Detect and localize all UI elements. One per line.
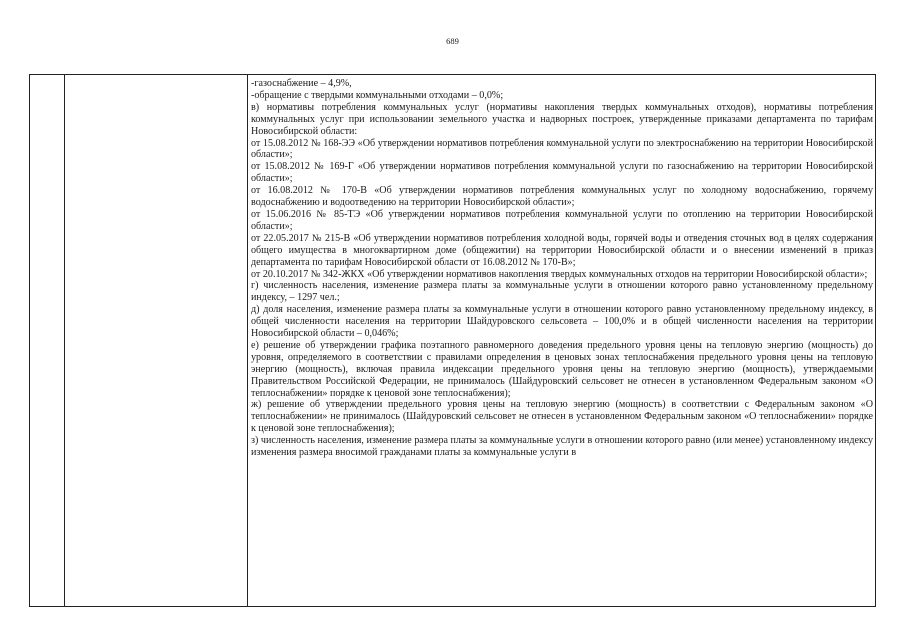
paragraph: д) доля населения, изменение размера платы за коммунальные услуги в отношении которого равно установленному предельному индексу, в общей численности населения на территории Шайдуровского сельсовета – 100,0% и в общей численности населения на территории Новосибирской области – 0,046%; (251, 304, 873, 340)
paragraph: от 22.05.2017 № 215-В «Об утверждении нормативов потребления холодной воды, горячей воды и отведения сточных вод в целях содержания общего имущества в многоквартирном доме (общежитии) на территории Новосибирской области и о внесении изменений в приказ департамента по тарифам Новосибирской области от 16.08.2012 № 170-В»; (251, 232, 873, 268)
table-column-divider (64, 75, 65, 606)
paragraph: -обращение с твердыми коммунальными отходами – 0,0%; (251, 89, 504, 101)
page-number: 689 (446, 36, 459, 46)
document-table (29, 74, 876, 607)
paragraph: от 16.08.2012 № 170-В «Об утверждении нормативов потребления коммунальных услуг по холодному водоснабжению, горячему водоснабжению и водоотведению на территории Новосибирской области»; (251, 185, 873, 209)
paragraph: от 20.10.2017 № 342-ЖКХ «Об утверждении нормативов накопления твердых коммунальных отходов на территории Новосибирской области»; (251, 268, 868, 280)
paragraph: е) решение об утверждении графика поэтапного равномерного доведения предельного уровня цены на тепловую энергию (мощность) до уровня, определяемого в соответствии с правилами определения в ценовых зонах теплоснабжения предельного уровня цены на тепловую энергию (мощность), включая правила индексации предельного уровня цены на тепловую энергию (мощность), утверждаемыми Правительством Российской Федерации, не принималось (Шайдуровский сельсовет не отнесен в установленном Федеральным законом «О теплоснабжении» порядке к ценовой зоне теплоснабжения); (251, 339, 873, 399)
table-text-cell (251, 78, 873, 459)
paragraph: г) численность населения, изменение размера платы за коммунальные услуги в отношении которого равно установленному предельному индексу, – 1297 чел.; (251, 280, 873, 304)
paragraph: от 15.08.2012 № 168-ЭЭ «Об утверждении нормативов потребления коммунальной услуги по электроснабжению на территории Новосибирской области»; (251, 137, 873, 161)
paragraph: от 15.08.2012 № 169-Г «Об утверждении нормативов потребления коммунальной услуги по газоснабжению на территории Новосибирской области»; (251, 161, 873, 185)
paragraph: ж) решение об утверждении предельного уровня цены на тепловую энергию (мощность) в соответствии с Федеральным законом «О теплоснабжении» не принималось (Шайдуровский сельсовет не отнесен в установленном Федеральным законом «О теплоснабжении» порядке к ценовой зоне теплоснабжения); (251, 399, 873, 435)
paragraph: в) нормативы потребления коммунальных услуг (нормативы накопления твердых коммунальных отходов), нормативы потребления коммунальных услуг при использовании земельного участка и надворных построек, утвержденные приказами департамента по тарифам Новосибирской области: (251, 101, 873, 137)
paragraph: от 15.06.2016 № 85-ТЭ «Об утверждении нормативов потребления коммунальной услуги по отоплению на территории Новосибирской области»; (251, 208, 873, 232)
paragraph: -газоснабжение – 4,9%, (251, 78, 352, 89)
table-column-divider (247, 75, 248, 606)
paragraph: з) численность населения, изменение размера платы за коммунальные услуги в отношении которого равно (или менее) установленному индексу изменения размера вносимой гражданами платы за коммунальные услуги в (251, 435, 873, 459)
